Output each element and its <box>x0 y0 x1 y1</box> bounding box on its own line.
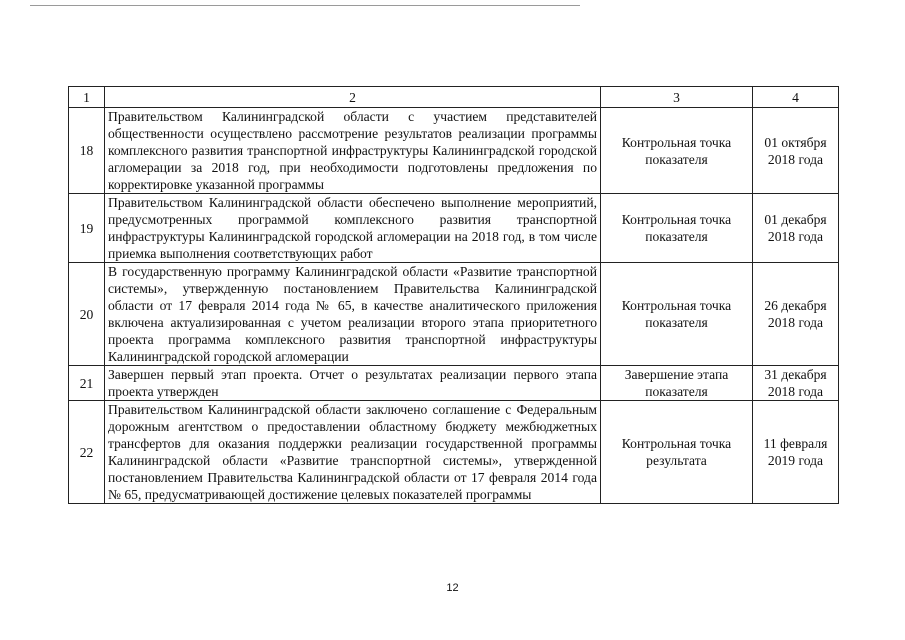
row-number: 21 <box>69 366 105 401</box>
table-row <box>69 194 839 263</box>
page-number: 12 <box>446 582 459 594</box>
table-row <box>69 401 839 504</box>
row-type: Контрольная точка показателя <box>601 108 753 194</box>
table-row <box>69 263 839 366</box>
header-cell-2: 2 <box>105 87 601 108</box>
row-type: Завершение этапа показателя <box>601 366 753 401</box>
schedule-table <box>68 86 839 504</box>
table-row <box>69 108 839 194</box>
row-number: 19 <box>69 194 105 263</box>
row-date: 11 февраля 2019 года <box>753 401 839 504</box>
row-number: 20 <box>69 263 105 366</box>
row-date: 01 декабря 2018 года <box>753 194 839 263</box>
table-header-row <box>69 87 839 108</box>
row-type: Контрольная точка показателя <box>601 263 753 366</box>
row-description: Правительством Калининградской области обеспечено выполнение мероприятий, предусмотренных программой комплексного развития транспортной инфраструктуры Калининградской городской агломерации на 2018 год, в том числе приемка выполнения соответствующих работ <box>105 194 601 263</box>
top-rule <box>30 5 580 6</box>
header-cell-3: 3 <box>601 87 753 108</box>
row-number: 22 <box>69 401 105 504</box>
row-number: 18 <box>69 108 105 194</box>
row-description: Завершен первый этап проекта. Отчет о результатах реализации первого этапа проекта утвержден <box>105 366 601 401</box>
table-row <box>69 366 839 401</box>
row-date: 31 декабря 2018 года <box>753 366 839 401</box>
row-date: 26 декабря 2018 года <box>753 263 839 366</box>
row-description: Правительством Калининградской области заключено соглашение с Федеральным дорожным агентством о предоставлении областному бюджету межбюджетных трансфертов для оказания поддержки реализации государственной программы Калининградской области «Развитие транспортной системы», утвержденной постановлением Правительства Калининградской области от 17 февраля 2014 года № 65, предусматривающей достижение целевых показателей программы <box>105 401 601 504</box>
row-date: 01 октября 2018 года <box>753 108 839 194</box>
row-description: Правительством Калининградской области с участием представителей общественности осуществлено рассмотрение результатов реализации программы комплексного развития транспортной инфраструктуры Калининградской городской агломерации за 2018 год, при необходимости подготовлены предложения по корректировке указанной программы <box>105 108 601 194</box>
row-type: Контрольная точка показателя <box>601 194 753 263</box>
header-cell-1: 1 <box>69 87 105 108</box>
header-cell-4: 4 <box>753 87 839 108</box>
row-description: В государственную программу Калининградской области «Развитие транспортной системы», утвержденную постановлением Правительства Калининградской области от 17 февраля 2014 года № 65, в качестве аналитического приложения включена актуализированная с учетом реализации второго этапа приоритетного проекта программа комплексного развития транспортной инфраструктуры Калининградской городской агломерации <box>105 263 601 366</box>
row-type: Контрольная точка результата <box>601 401 753 504</box>
